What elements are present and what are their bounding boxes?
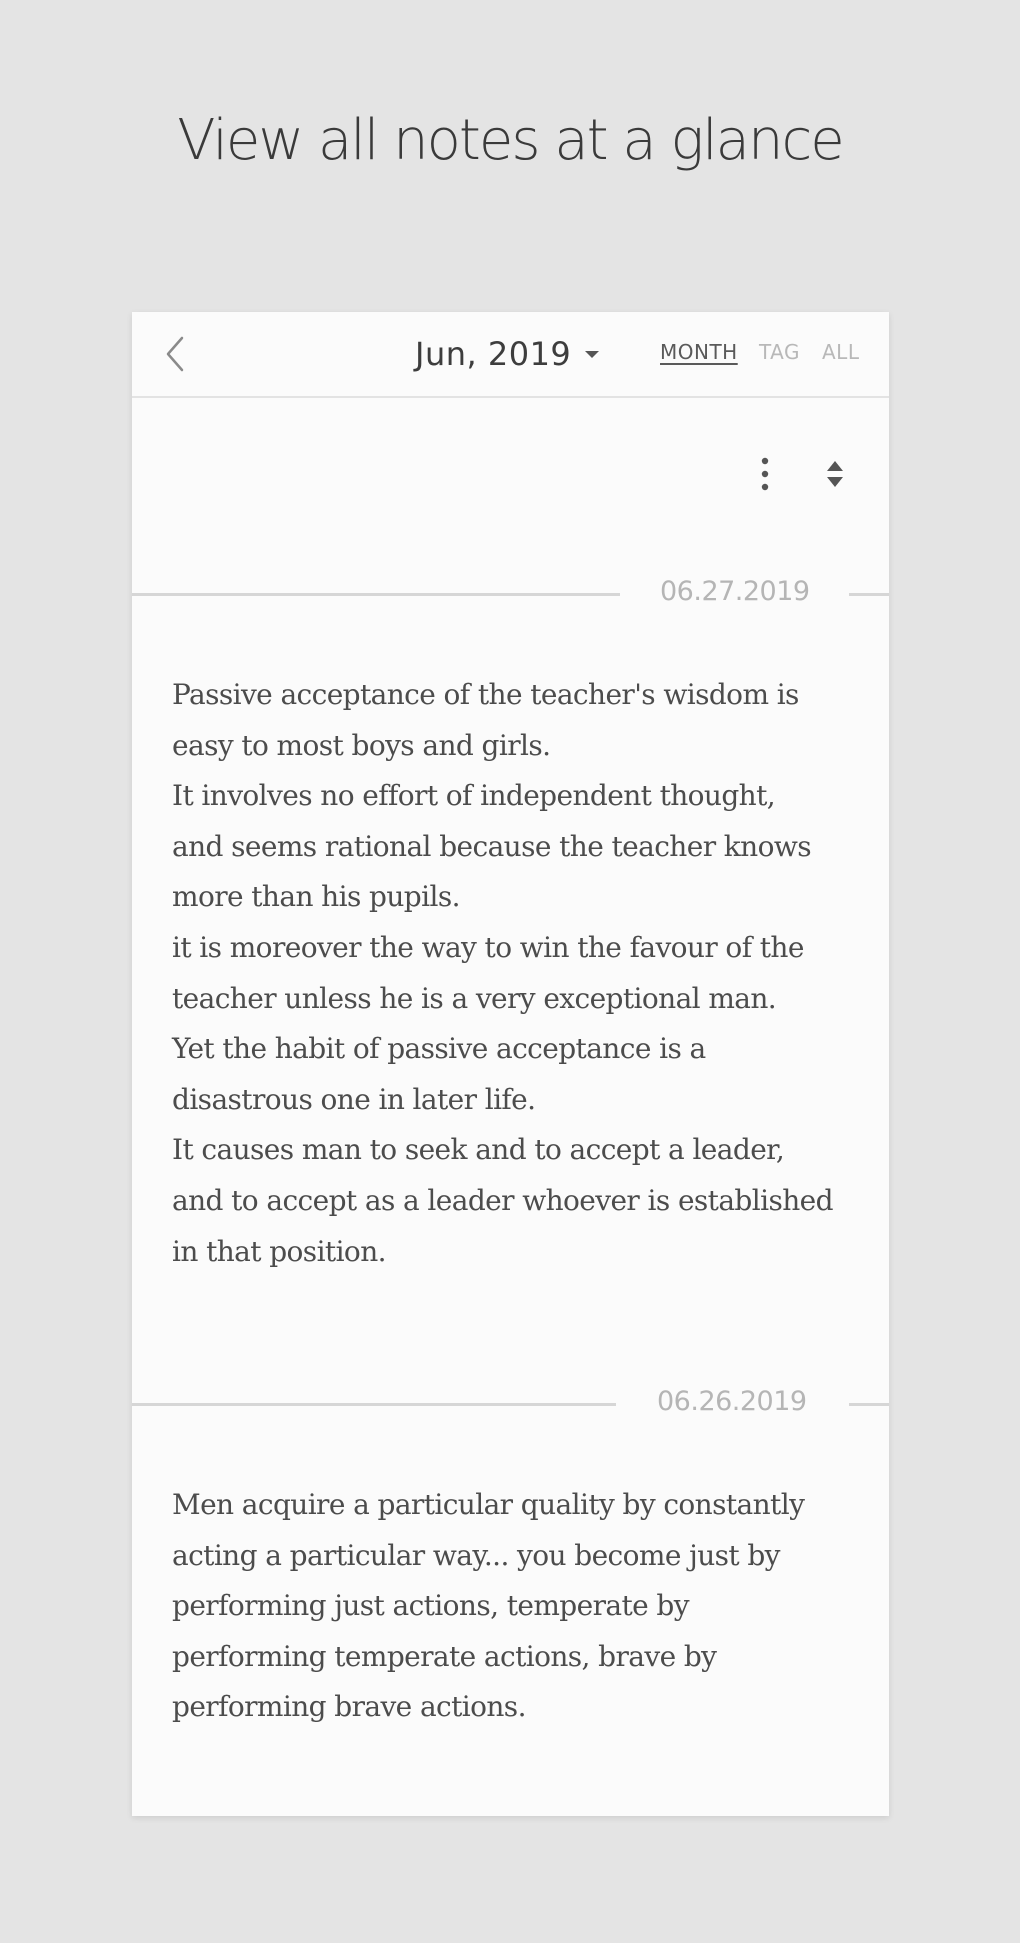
note-line: performing temperate actions, brave by	[172, 1639, 717, 1673]
note-line: disastrous one in later life.	[172, 1082, 536, 1116]
note-line: in that position.	[172, 1234, 386, 1268]
note-line: acting a particular way... you become just by	[172, 1538, 780, 1572]
note-line: performing brave actions.	[172, 1690, 526, 1724]
app-screen-card	[132, 312, 889, 1816]
chevron-left-icon	[158, 332, 198, 376]
note-date: 06.26.2019	[657, 1386, 807, 1417]
tab-all[interactable]: ALL	[822, 340, 860, 364]
promo-headline: View all notes at a glance	[177, 108, 843, 173]
note-entry[interactable]	[172, 670, 862, 1277]
back-button[interactable]	[158, 332, 198, 376]
top-bar	[132, 312, 889, 398]
note-line: Passive acceptance of the teacher's wisdom is	[172, 678, 799, 711]
note-line: easy to most boys and girls.	[172, 728, 551, 762]
month-selector[interactable]	[415, 330, 599, 378]
divider-line	[132, 1403, 616, 1406]
note-line: more than his pupils.	[172, 880, 460, 914]
note-line: and seems rational because the teacher knows	[172, 829, 811, 863]
tab-tag[interactable]: TAG	[759, 340, 800, 364]
note-line: it is moreover the way to win the favour of the	[172, 930, 804, 964]
note-line: teacher unless he is a very exceptional man.	[172, 981, 777, 1015]
more-vertical-icon	[752, 452, 778, 496]
more-options-button[interactable]	[752, 452, 778, 496]
sort-icon	[823, 456, 847, 492]
divider-line	[849, 1403, 889, 1406]
note-line: Men acquire a particular quality by constantly	[172, 1488, 805, 1521]
caret-down-icon	[585, 351, 599, 358]
note-line: Yet the habit of passive acceptance is a	[172, 1032, 706, 1066]
note-line: and to accept as a leader whoever is established	[172, 1183, 833, 1217]
sort-button[interactable]	[823, 456, 847, 492]
note-line: It involves no effort of independent thought,	[172, 779, 776, 813]
divider-line	[849, 593, 889, 596]
month-selector-label: Jun, 2019	[415, 335, 572, 373]
note-date-divider	[132, 1384, 889, 1424]
note-date-divider	[132, 574, 889, 614]
note-line: performing just actions, temperate by	[172, 1589, 689, 1623]
note-date: 06.27.2019	[660, 576, 810, 607]
note-line: It causes man to seek and to accept a leader,	[172, 1133, 785, 1167]
tab-month[interactable]: MONTH	[660, 340, 738, 364]
divider-line	[132, 593, 620, 596]
note-entry[interactable]	[172, 1480, 862, 1733]
